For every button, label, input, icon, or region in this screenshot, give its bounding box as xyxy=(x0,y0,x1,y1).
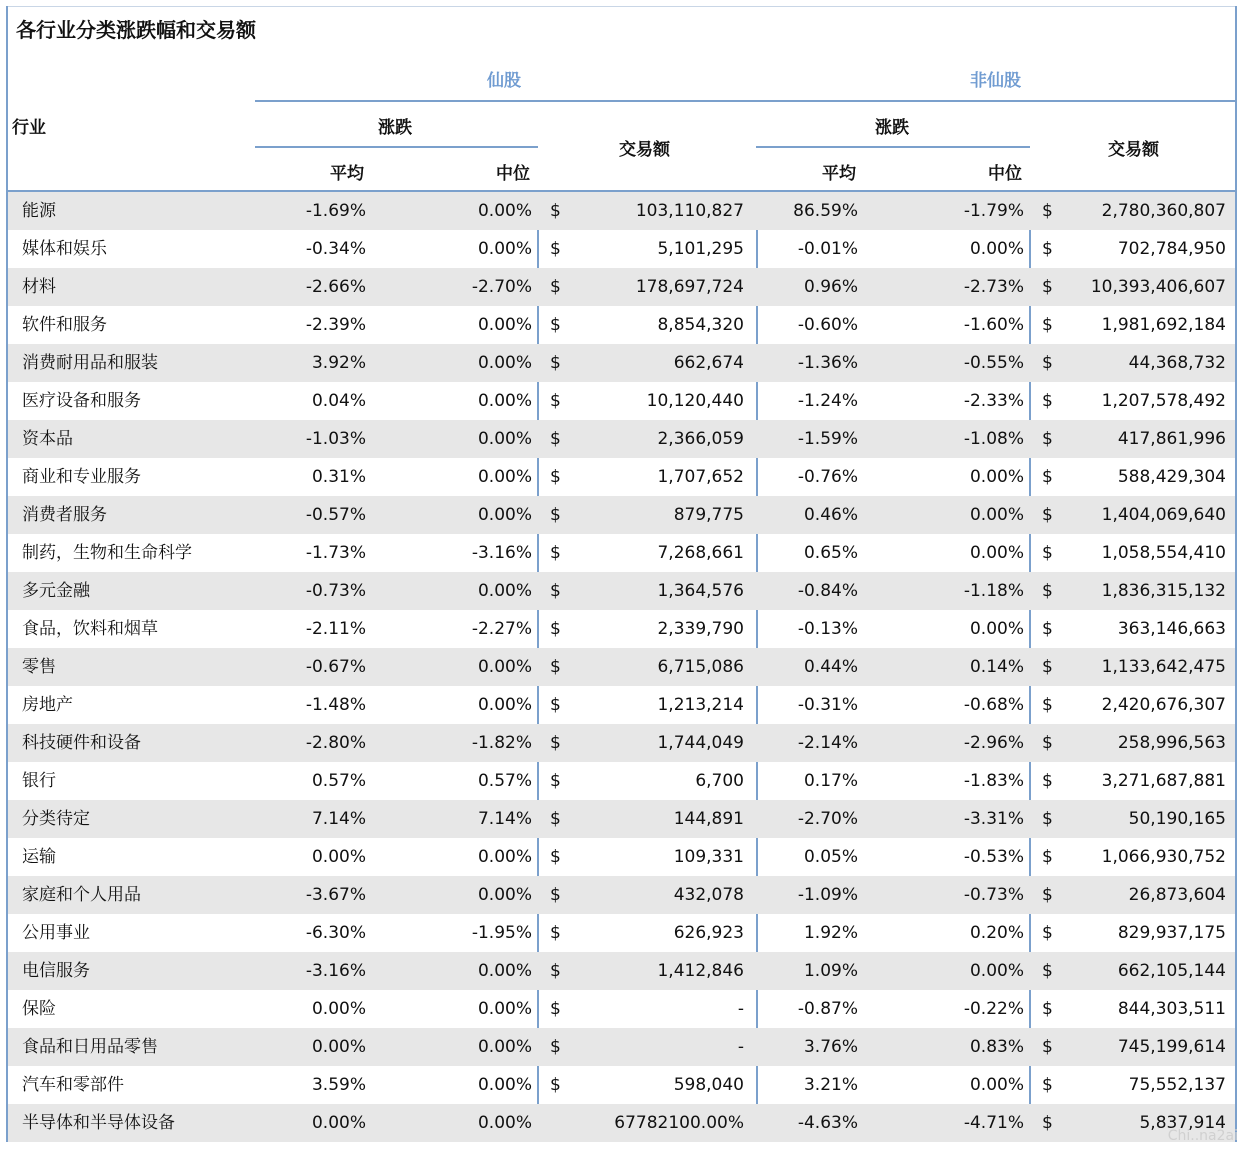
header-xian-change: 涨跌 xyxy=(378,118,412,138)
row-non-xian-avg: 3.21% xyxy=(803,1075,858,1095)
row-xian-median: -2.27% xyxy=(471,619,532,639)
row-non-xian-median: 0.20% xyxy=(969,923,1024,943)
row-xian-median: 0.00% xyxy=(477,961,532,981)
row-non-xian-median: -1.60% xyxy=(963,315,1024,335)
row-xian-median: 0.00% xyxy=(477,657,532,677)
row-xian-median: -1.95% xyxy=(471,923,532,943)
row-xian-dollar: $ xyxy=(550,961,561,981)
row-xian-median: -2.70% xyxy=(471,277,532,297)
row-non-xian-avg: 0.65% xyxy=(803,543,858,563)
row-industry-name: 消费耐用品和服装 xyxy=(22,353,158,373)
table-row xyxy=(8,534,1235,572)
row-non-xian-volume: 3,271,687,881 xyxy=(1101,771,1226,791)
row-non-xian-dollar: $ xyxy=(1042,505,1053,525)
row-xian-volume: 10,120,440 xyxy=(646,391,744,411)
group-header-non-xian: 非仙股 xyxy=(970,71,1021,91)
row-xian-avg: 0.04% xyxy=(311,391,366,411)
row-xian-avg: 0.57% xyxy=(311,771,366,791)
row-industry-name: 制药，生物和生命科学 xyxy=(22,543,192,563)
row-non-xian-volume: 2,780,360,807 xyxy=(1101,201,1226,221)
row-xian-dollar: $ xyxy=(550,353,561,373)
row-xian-volume: 7,268,661 xyxy=(657,543,744,563)
row-xian-median: 0.00% xyxy=(477,581,532,601)
table-row xyxy=(8,420,1235,458)
row-non-xian-dollar: $ xyxy=(1042,923,1053,943)
row-xian-median: 0.00% xyxy=(477,1037,532,1057)
row-xian-volume: 1,412,846 xyxy=(657,961,744,981)
row-non-xian-dollar: $ xyxy=(1042,1037,1053,1057)
row-xian-avg: -1.03% xyxy=(305,429,366,449)
row-non-xian-dollar: $ xyxy=(1042,467,1053,487)
row-non-xian-median: 0.00% xyxy=(969,961,1024,981)
row-xian-dollar: $ xyxy=(550,999,561,1019)
row-xian-volume: 67782100.00% xyxy=(614,1113,744,1133)
row-xian-volume: 144,891 xyxy=(673,809,744,829)
row-non-xian-dollar: $ xyxy=(1042,847,1053,867)
row-xian-avg: 7.14% xyxy=(311,809,366,829)
table-row xyxy=(8,192,1235,230)
row-xian-volume: 1,364,576 xyxy=(657,581,744,601)
table-row xyxy=(8,496,1235,534)
row-xian-volume: 8,854,320 xyxy=(657,315,744,335)
row-non-xian-avg: 0.17% xyxy=(803,771,858,791)
row-non-xian-dollar: $ xyxy=(1042,353,1053,373)
row-non-xian-dollar: $ xyxy=(1042,961,1053,981)
row-non-xian-avg: 1.92% xyxy=(803,923,858,943)
row-industry-name: 多元金融 xyxy=(22,581,90,601)
row-non-xian-avg: -0.76% xyxy=(797,467,858,487)
row-non-xian-dollar: $ xyxy=(1042,581,1053,601)
row-non-xian-avg: 0.46% xyxy=(803,505,858,525)
row-xian-dollar: $ xyxy=(550,505,561,525)
row-non-xian-median: 0.00% xyxy=(969,619,1024,639)
row-xian-avg: 0.00% xyxy=(311,1113,366,1133)
row-non-xian-volume: 75,552,137 xyxy=(1128,1075,1226,1095)
table-row xyxy=(8,838,1235,876)
row-xian-volume: 1,213,214 xyxy=(657,695,744,715)
row-non-xian-volume: 702,784,950 xyxy=(1117,239,1226,259)
row-non-xian-volume: 44,368,732 xyxy=(1128,353,1226,373)
row-non-xian-dollar: $ xyxy=(1042,315,1053,335)
row-non-xian-avg: -1.24% xyxy=(797,391,858,411)
row-xian-median: 0.00% xyxy=(477,999,532,1019)
table-row xyxy=(8,1066,1235,1104)
row-industry-name: 电信服务 xyxy=(22,961,90,981)
row-non-xian-median: 0.00% xyxy=(969,467,1024,487)
row-non-xian-dollar: $ xyxy=(1042,771,1053,791)
table-row xyxy=(8,1104,1235,1142)
row-non-xian-dollar: $ xyxy=(1042,733,1053,753)
table-row xyxy=(8,458,1235,496)
row-non-xian-median: -0.55% xyxy=(963,353,1024,373)
row-xian-volume: 879,775 xyxy=(673,505,744,525)
group-underline xyxy=(255,100,1237,102)
row-non-xian-volume: 662,105,144 xyxy=(1117,961,1226,981)
row-xian-median: 0.00% xyxy=(477,429,532,449)
row-non-xian-median: -0.73% xyxy=(963,885,1024,905)
page-title: 各行业分类涨跌幅和交易额 xyxy=(16,18,256,42)
row-non-xian-avg: -0.01% xyxy=(797,239,858,259)
table-row xyxy=(8,230,1235,268)
row-non-xian-volume: 1,981,692,184 xyxy=(1101,315,1226,335)
row-non-xian-median: 0.83% xyxy=(969,1037,1024,1057)
row-non-xian-dollar: $ xyxy=(1042,239,1053,259)
header-non-xian-volume: 交易额 xyxy=(1108,140,1159,160)
row-non-xian-volume: 50,190,165 xyxy=(1128,809,1226,829)
table-row xyxy=(8,876,1235,914)
row-non-xian-dollar: $ xyxy=(1042,391,1053,411)
row-xian-avg: -1.73% xyxy=(305,543,366,563)
row-xian-median: 0.00% xyxy=(477,391,532,411)
row-non-xian-volume: 363,146,663 xyxy=(1117,619,1226,639)
row-industry-name: 零售 xyxy=(22,657,56,677)
row-non-xian-median: 0.00% xyxy=(969,239,1024,259)
row-non-xian-dollar: $ xyxy=(1042,619,1053,639)
header-non-xian-change: 涨跌 xyxy=(875,118,909,138)
row-non-xian-dollar: $ xyxy=(1042,885,1053,905)
table-row xyxy=(8,344,1235,382)
row-xian-volume: 1,744,049 xyxy=(657,733,744,753)
row-non-xian-avg: 1.09% xyxy=(803,961,858,981)
header-xian-avg: 平均 xyxy=(330,164,364,184)
row-non-xian-dollar: $ xyxy=(1042,429,1053,449)
row-non-xian-median: 0.00% xyxy=(969,505,1024,525)
row-non-xian-dollar: $ xyxy=(1042,999,1053,1019)
row-xian-avg: -6.30% xyxy=(305,923,366,943)
row-non-xian-avg: 86.59% xyxy=(793,201,858,221)
header-industry: 行业 xyxy=(12,118,46,138)
row-non-xian-avg: -1.09% xyxy=(797,885,858,905)
row-non-xian-volume: 844,303,511 xyxy=(1117,999,1226,1019)
row-xian-median: 0.00% xyxy=(477,1075,532,1095)
row-xian-median: -3.16% xyxy=(471,543,532,563)
row-xian-median: 0.00% xyxy=(477,201,532,221)
row-xian-avg: 0.00% xyxy=(311,1037,366,1057)
row-xian-dollar: $ xyxy=(550,467,561,487)
row-xian-dollar: $ xyxy=(550,239,561,259)
table-row xyxy=(8,572,1235,610)
row-xian-avg: -2.11% xyxy=(305,619,366,639)
table-row xyxy=(8,610,1235,648)
row-xian-dollar: $ xyxy=(550,1075,561,1095)
row-xian-volume: 103,110,827 xyxy=(635,201,744,221)
row-xian-median: 7.14% xyxy=(477,809,532,829)
row-xian-volume: 5,101,295 xyxy=(657,239,744,259)
row-non-xian-volume: 1,066,930,752 xyxy=(1101,847,1226,867)
row-non-xian-median: -3.31% xyxy=(963,809,1024,829)
row-xian-dollar: $ xyxy=(550,543,561,563)
table-row xyxy=(8,952,1235,990)
row-non-xian-dollar: $ xyxy=(1042,1113,1053,1133)
row-xian-dollar: $ xyxy=(550,429,561,449)
row-non-xian-volume: 258,996,563 xyxy=(1117,733,1226,753)
row-xian-median: 0.57% xyxy=(477,771,532,791)
row-xian-median: 0.00% xyxy=(477,315,532,335)
row-xian-avg: 0.00% xyxy=(311,999,366,1019)
row-xian-volume: 2,366,059 xyxy=(657,429,744,449)
row-non-xian-avg: -2.70% xyxy=(797,809,858,829)
row-xian-dollar: $ xyxy=(550,391,561,411)
row-industry-name: 食品和日用品零售 xyxy=(22,1037,158,1057)
row-industry-name: 汽车和零部件 xyxy=(22,1075,124,1095)
row-non-xian-volume: 417,861,996 xyxy=(1117,429,1226,449)
row-non-xian-median: -4.71% xyxy=(963,1113,1024,1133)
row-industry-name: 资本品 xyxy=(22,429,73,449)
row-industry-name: 房地产 xyxy=(22,695,73,715)
header-xian-median: 中位 xyxy=(496,164,530,184)
row-non-xian-median: 0.00% xyxy=(969,543,1024,563)
row-industry-name: 医疗设备和服务 xyxy=(22,391,141,411)
row-industry-name: 银行 xyxy=(22,771,56,791)
row-xian-volume: 178,697,724 xyxy=(635,277,744,297)
table-row xyxy=(8,686,1235,724)
row-xian-avg: -0.67% xyxy=(305,657,366,677)
row-industry-name: 家庭和个人用品 xyxy=(22,885,141,905)
row-industry-name: 媒体和娱乐 xyxy=(22,239,107,259)
row-xian-median: -1.82% xyxy=(471,733,532,753)
row-xian-dollar: $ xyxy=(550,657,561,677)
row-non-xian-median: -1.08% xyxy=(963,429,1024,449)
row-xian-avg: 0.31% xyxy=(311,467,366,487)
row-xian-volume: 598,040 xyxy=(673,1075,744,1095)
row-non-xian-avg: -4.63% xyxy=(797,1113,858,1133)
row-xian-avg: -3.67% xyxy=(305,885,366,905)
row-xian-volume: 1,707,652 xyxy=(657,467,744,487)
row-xian-avg: 3.59% xyxy=(311,1075,366,1095)
row-industry-name: 分类待定 xyxy=(22,809,90,829)
row-non-xian-avg: 0.96% xyxy=(803,277,858,297)
row-xian-dollar: $ xyxy=(550,1037,561,1057)
row-xian-median: 0.00% xyxy=(477,1113,532,1133)
row-non-xian-median: 0.00% xyxy=(969,1075,1024,1095)
row-xian-avg: -3.16% xyxy=(305,961,366,981)
row-non-xian-dollar: $ xyxy=(1042,543,1053,563)
row-non-xian-median: -0.22% xyxy=(963,999,1024,1019)
row-non-xian-volume: 588,429,304 xyxy=(1117,467,1226,487)
row-xian-avg: -2.39% xyxy=(305,315,366,335)
row-xian-volume: 432,078 xyxy=(673,885,744,905)
row-non-xian-avg: -2.14% xyxy=(797,733,858,753)
row-xian-volume: 2,339,790 xyxy=(657,619,744,639)
row-xian-avg: -0.34% xyxy=(305,239,366,259)
row-non-xian-avg: 0.05% xyxy=(803,847,858,867)
row-xian-volume: 626,923 xyxy=(673,923,744,943)
row-non-xian-avg: -0.60% xyxy=(797,315,858,335)
row-xian-dollar: $ xyxy=(550,923,561,943)
row-non-xian-median: -0.68% xyxy=(963,695,1024,715)
row-xian-dollar: $ xyxy=(550,771,561,791)
row-non-xian-avg: -1.36% xyxy=(797,353,858,373)
row-non-xian-volume: 5,837,914 xyxy=(1139,1113,1226,1133)
row-xian-dollar: $ xyxy=(550,315,561,335)
row-industry-name: 科技硬件和设备 xyxy=(22,733,141,753)
non-xian-change-underline xyxy=(756,146,1030,148)
table-row xyxy=(8,1028,1235,1066)
row-xian-avg: -0.57% xyxy=(305,505,366,525)
row-industry-name: 公用事业 xyxy=(22,923,90,943)
row-xian-dollar: $ xyxy=(550,619,561,639)
row-non-xian-volume: 745,199,614 xyxy=(1117,1037,1226,1057)
table-row xyxy=(8,762,1235,800)
row-non-xian-median: -2.73% xyxy=(963,277,1024,297)
row-industry-name: 保险 xyxy=(22,999,56,1019)
row-industry-name: 商业和专业服务 xyxy=(22,467,141,487)
row-xian-avg: 0.00% xyxy=(311,847,366,867)
row-non-xian-avg: -1.59% xyxy=(797,429,858,449)
row-xian-volume: - xyxy=(737,1037,744,1057)
row-xian-median: 0.00% xyxy=(477,239,532,259)
watermark: Chi..na2ai xyxy=(1167,1128,1238,1144)
header-non-xian-avg: 平均 xyxy=(822,164,856,184)
row-xian-dollar: $ xyxy=(550,201,561,221)
row-xian-median: 0.00% xyxy=(477,885,532,905)
row-non-xian-avg: 0.44% xyxy=(803,657,858,677)
row-xian-avg: 3.92% xyxy=(311,353,366,373)
row-non-xian-avg: 3.76% xyxy=(803,1037,858,1057)
row-xian-dollar: $ xyxy=(550,695,561,715)
row-xian-volume: 109,331 xyxy=(673,847,744,867)
row-non-xian-volume: 829,937,175 xyxy=(1117,923,1226,943)
row-xian-volume: 6,700 xyxy=(695,771,744,791)
row-xian-volume: 662,674 xyxy=(673,353,744,373)
row-non-xian-median: -2.96% xyxy=(963,733,1024,753)
row-non-xian-avg: -0.13% xyxy=(797,619,858,639)
row-xian-dollar: $ xyxy=(550,847,561,867)
group-header-xian: 仙股 xyxy=(487,71,521,91)
table-row xyxy=(8,306,1235,344)
header-xian-volume: 交易额 xyxy=(619,140,670,160)
row-non-xian-volume: 1,058,554,410 xyxy=(1101,543,1226,563)
row-xian-dollar: $ xyxy=(550,581,561,601)
row-industry-name: 能源 xyxy=(22,201,56,221)
row-industry-name: 运输 xyxy=(22,847,56,867)
row-non-xian-dollar: $ xyxy=(1042,809,1053,829)
row-non-xian-median: -0.53% xyxy=(963,847,1024,867)
row-xian-median: 0.00% xyxy=(477,505,532,525)
row-non-xian-avg: -0.31% xyxy=(797,695,858,715)
xian-change-underline xyxy=(255,146,538,148)
row-non-xian-median: -1.79% xyxy=(963,201,1024,221)
row-industry-name: 材料 xyxy=(22,277,56,297)
row-non-xian-median: -1.18% xyxy=(963,581,1024,601)
table-row xyxy=(8,648,1235,686)
table-row xyxy=(8,724,1235,762)
table-row xyxy=(8,382,1235,420)
row-industry-name: 半导体和半导体设备 xyxy=(22,1113,175,1133)
row-non-xian-median: 0.14% xyxy=(969,657,1024,677)
header-non-xian-median: 中位 xyxy=(988,164,1022,184)
table-row xyxy=(8,914,1235,952)
row-non-xian-volume: 1,404,069,640 xyxy=(1101,505,1226,525)
row-non-xian-volume: 1,133,642,475 xyxy=(1101,657,1226,677)
row-xian-median: 0.00% xyxy=(477,467,532,487)
row-xian-avg: -1.69% xyxy=(305,201,366,221)
row-non-xian-volume: 1,836,315,132 xyxy=(1101,581,1226,601)
row-non-xian-dollar: $ xyxy=(1042,1075,1053,1095)
row-xian-median: 0.00% xyxy=(477,695,532,715)
row-xian-dollar: $ xyxy=(550,733,561,753)
row-xian-median: 0.00% xyxy=(477,353,532,373)
row-industry-name: 消费者服务 xyxy=(22,505,107,525)
row-non-xian-volume: 2,420,676,307 xyxy=(1101,695,1226,715)
row-non-xian-dollar: $ xyxy=(1042,201,1053,221)
row-non-xian-dollar: $ xyxy=(1042,277,1053,297)
row-industry-name: 食品，饮料和烟草 xyxy=(22,619,158,639)
row-non-xian-avg: -0.84% xyxy=(797,581,858,601)
row-xian-dollar: $ xyxy=(550,809,561,829)
row-non-xian-volume: 1,207,578,492 xyxy=(1101,391,1226,411)
row-non-xian-avg: -0.87% xyxy=(797,999,858,1019)
row-xian-dollar: $ xyxy=(550,277,561,297)
row-xian-avg: -0.73% xyxy=(305,581,366,601)
row-xian-volume: - xyxy=(737,999,744,1019)
row-xian-avg: -2.80% xyxy=(305,733,366,753)
row-non-xian-volume: 26,873,604 xyxy=(1128,885,1226,905)
row-non-xian-median: -1.83% xyxy=(963,771,1024,791)
row-xian-volume: 6,715,086 xyxy=(657,657,744,677)
table-row xyxy=(8,800,1235,838)
row-xian-avg: -1.48% xyxy=(305,695,366,715)
row-non-xian-median: -2.33% xyxy=(963,391,1024,411)
row-non-xian-dollar: $ xyxy=(1042,695,1053,715)
row-xian-avg: -2.66% xyxy=(305,277,366,297)
row-industry-name: 软件和服务 xyxy=(22,315,107,335)
row-xian-dollar: $ xyxy=(550,885,561,905)
row-xian-median: 0.00% xyxy=(477,847,532,867)
row-non-xian-dollar: $ xyxy=(1042,657,1053,677)
table-row xyxy=(8,268,1235,306)
row-non-xian-volume: 10,393,406,607 xyxy=(1090,277,1226,297)
table-row xyxy=(8,990,1235,1028)
